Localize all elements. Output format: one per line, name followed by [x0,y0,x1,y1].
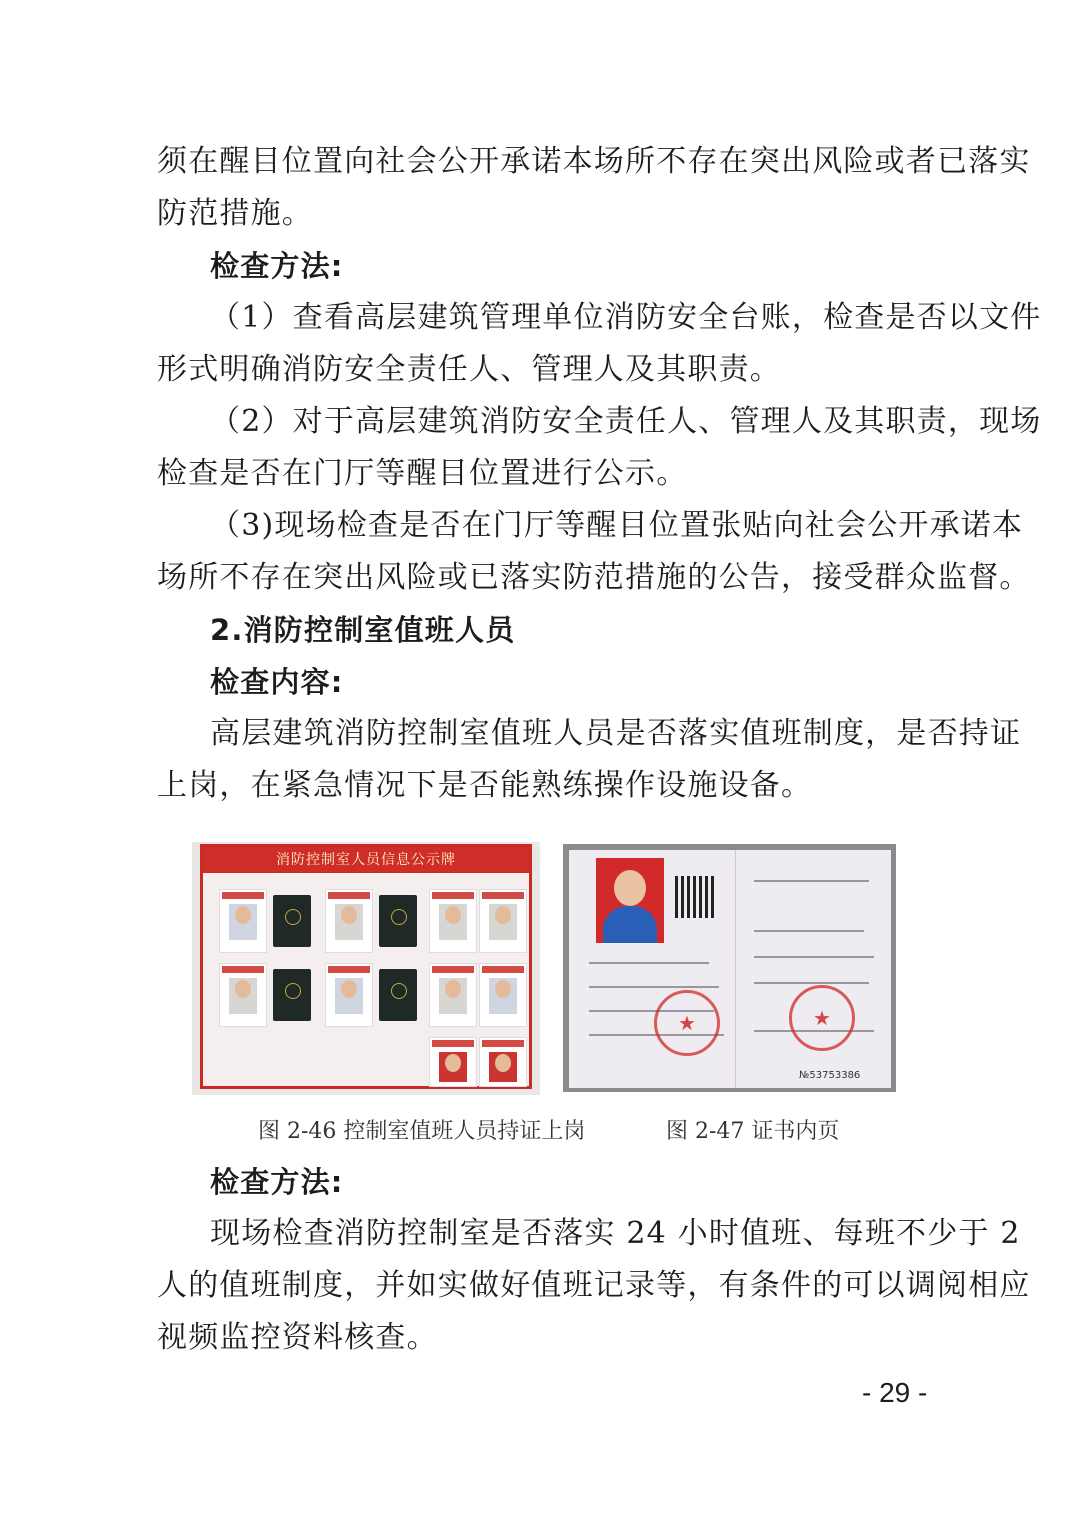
paragraph-line: （3)现场检查是否在门厅等醒目位置张贴向社会公开承诺本 [210,508,1024,543]
personnel-card [479,1037,527,1087]
holder-portrait [596,858,664,943]
section-heading: 检查内容: [210,665,344,699]
paragraph-line: 高层建筑消防控制室值班人员是否落实值班制度，是否持证 [210,716,1022,751]
figure-caption: 图 2-47 证书内页 [666,1119,840,1144]
paragraph-line: 现场检查消防控制室是否落实 24 小时值班、每班不少于 2 [210,1216,1021,1251]
personnel-card [325,963,373,1027]
personnel-card [429,1037,477,1087]
paragraph-line: 人的值班制度，并如实做好值班记录等，有条件的可以调阅相应 [157,1268,1031,1303]
paragraph-line: 形式明确消防安全责任人、管理人及其职责。 [157,352,781,387]
certificate-book [273,969,311,1021]
paragraph-line: 须在醒目位置向社会公开承诺本场所不存在突出风险或者已落实 [157,144,1031,179]
paragraph-line: 上岗，在紧急情况下是否能熟练操作设施设备。 [157,768,813,803]
personnel-card [429,889,477,953]
official-seal-icon: ★ [654,990,720,1056]
official-seal-icon: ★ [789,985,855,1051]
page-number: - 29 - [862,1377,928,1408]
paragraph-line: （1）查看高层建筑管理单位消防安全台账，检查是否以文件 [210,300,1042,335]
certificate-photo [563,844,896,1092]
figure-caption: 图 2-46 控制室值班人员持证上岗 [258,1119,586,1144]
certificate-page [569,850,891,1088]
personnel-card [479,963,527,1027]
personnel-board-photo [192,842,540,1095]
personnel-card [325,889,373,953]
personnel-card [219,889,267,953]
paragraph-line: 防范措施。 [157,196,313,231]
qr-code-icon [675,876,717,918]
personnel-card [219,963,267,1027]
paragraph-line: 检查是否在门厅等醒目位置进行公示。 [157,456,688,491]
personnel-card [479,889,527,953]
personnel-card [429,963,477,1027]
certificate-book [379,895,417,947]
section-heading: 检查方法: [210,249,344,283]
subsection-heading: 2.消防控制室值班人员 [210,613,516,647]
certificate-number: №53753386 [799,1070,861,1081]
paragraph-line: 场所不存在突出风险或已落实防范措施的公告，接受群众监督。 [157,560,1031,595]
info-board [200,844,532,1089]
certificate-book [273,895,311,947]
certificate-book [379,969,417,1021]
paragraph-line: 视频监控资料核查。 [157,1320,438,1355]
board-banner: 消防控制室人员信息公示牌 [203,847,529,873]
section-heading: 检查方法: [210,1165,344,1199]
paragraph-line: （2）对于高层建筑消防安全责任人、管理人及其职责，现场 [210,404,1042,439]
